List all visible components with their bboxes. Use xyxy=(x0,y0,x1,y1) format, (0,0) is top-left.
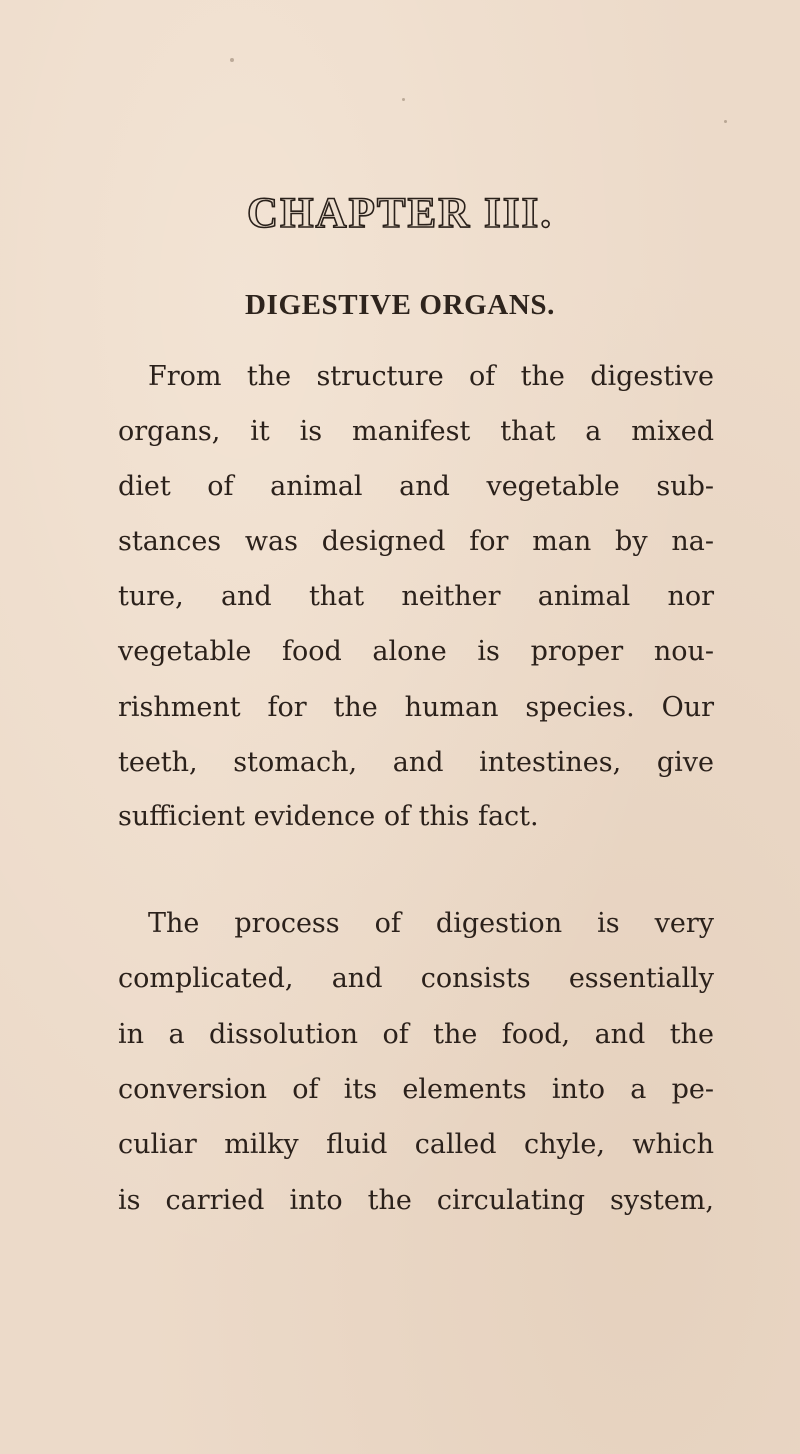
paragraph-1-line-6: vegetable food alone is proper nou- xyxy=(118,636,714,667)
paragraph-1-line-9: sufficient evidence of this fact. xyxy=(118,801,539,832)
paragraph-1-line-8: teeth, stomach, and intestines, give xyxy=(118,747,714,778)
paragraph-1-line-5: ture, and that neither animal nor xyxy=(118,581,714,612)
paragraph-2-line-3: in a dissolution of the food, and the xyxy=(118,1019,714,1050)
paragraph-2-line-2: complicated, and consists essentially xyxy=(118,963,714,994)
paper-speck xyxy=(402,98,405,101)
paragraph-1-line-1: From the structure of the digestive xyxy=(148,361,714,392)
section-title: DIGESTIVE ORGANS. xyxy=(245,289,555,321)
paragraph-2-line-5: culiar milky fluid called chyle, which xyxy=(118,1129,714,1160)
paragraph-2-line-1: The process of digestion is very xyxy=(148,908,714,939)
paper-speck xyxy=(230,58,234,62)
paragraph-1-line-2: organs, it is manifest that a mixed xyxy=(118,416,714,447)
paragraph-1-line-4: stances was designed for man by na- xyxy=(118,526,714,557)
chapter-title: CHAPTER III. xyxy=(247,190,553,237)
paragraph-1-line-7: rishment for the human species. Our xyxy=(118,692,714,723)
paper-speck xyxy=(724,120,727,123)
paragraph-1-line-3: diet of animal and vegetable sub- xyxy=(118,471,714,502)
paragraph-2-line-6: is carried into the circulating system, xyxy=(118,1185,714,1216)
paragraph-2-line-4: conversion of its elements into a pe- xyxy=(118,1074,714,1105)
